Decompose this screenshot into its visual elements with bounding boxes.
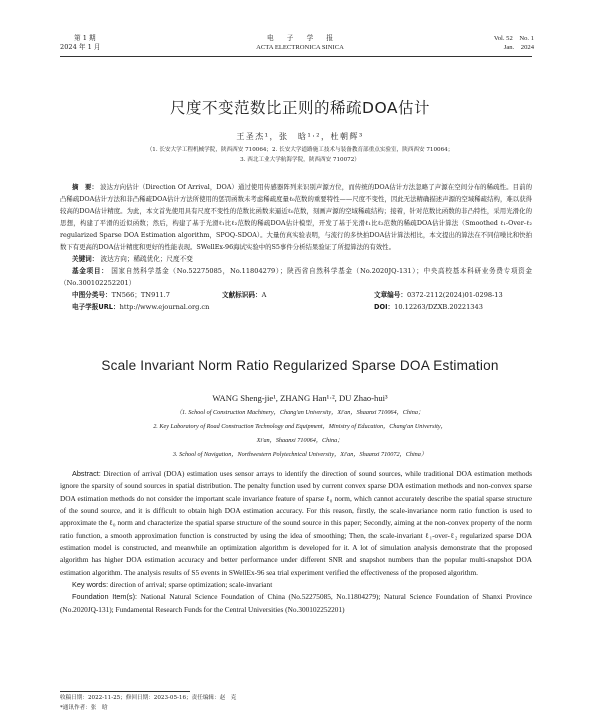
clc-value: TN566；TN911.7: [111, 291, 170, 299]
header-rule: [60, 56, 532, 57]
issue-date: 2024 年 1 月: [60, 43, 101, 51]
keywords-cn-label: 关键词：: [72, 255, 99, 263]
authors-en: WANG Sheng-jie¹, ZHANG Han¹·², DU Zhao-hui³: [212, 393, 388, 403]
affiliations-en: [60, 406, 540, 462]
affiliation-en-line: （1. School of Construction Machinery，Chang'an University，Xi'an，Shaanxi 710064，China；: [175, 409, 425, 416]
doc-code-label: 文献标识码：: [222, 291, 262, 299]
affiliation-cn-line: （1. 长安大学工程机械学院，陕西西安 710064；2. 长安大学道路施工技术与装备教育部重点实验室，陕西西安 710064；: [146, 147, 454, 153]
fund-en-text: National Natural Science Foundation of China (No.52275085, No.11804279); Natural Science Foundation of Shanxi Province (No.2020JQ-131); Fundamental Research Funds for the Central Universities (No.300102252201): [60, 592, 532, 614]
footnote-corresponding: *通讯作者：张 晗: [60, 705, 108, 711]
affiliations-cn: [40, 145, 560, 165]
fund-en-label: Foundation Item(s):: [72, 592, 138, 602]
journal-url-field: [72, 301, 374, 313]
article-number-field: [374, 289, 503, 301]
footnote-received: 收稿日期：2022-11-25；修回日期：2023-05-16；责任编辑：赵 克: [60, 695, 237, 701]
paper-title-en: Scale Invariant Norm Ratio Regularized Sparse DOA Estimation: [101, 358, 499, 373]
keywords-cn: [60, 253, 532, 265]
clc-field: [72, 289, 222, 301]
doi-field: [374, 301, 483, 313]
volume-number: Vol. 52 No. 1: [493, 35, 534, 42]
journal-url-label: 电子学报URL：: [72, 303, 120, 311]
journal-name-en: ACTA ELECTRONICA SINICA: [256, 44, 344, 51]
abstract-cn: [60, 181, 532, 253]
issue-date-en: Jan. 2024: [503, 44, 534, 51]
keywords-en: [60, 579, 532, 591]
doi-value[interactable]: 10.12263/DZXB.20221343: [394, 303, 483, 311]
keywords-en-text: direction of arrival; sparse optimization; scale-invariant: [109, 580, 273, 590]
article-number-value: 0372-2112(2024)01-0298-13: [406, 291, 503, 299]
abstract-en: [60, 468, 532, 579]
classification-row: [60, 289, 532, 301]
clc-label: 中图分类号：: [72, 291, 112, 299]
abstract-en-text: Direction of arrival (DOA) estimation uses sensor arrays to identify the direction of sound sources, while traditional DOA estimation methods ignore the sparsity of sound sources in spatial distribution. The penalty function used by current convex sparse DOA estimation methods and non-convex sparse DOA estimation methods do not consider the important scale invariance feature of sparse ℓ₀ norm, which cannot accurately describe the spatial sparse structure of the sound source, and it is difficult to obtain high DOA estimation accuracy. For this reason, firstly, the scale-invariance norm ratio function is used to approximate the ℓ₀ norm and characterize the spatial sparse structure of the sound source in this paper; Secondly, aiming at the non-convex property of the norm ratio function, a smooth approximation function is constructed by using the idea of smoothing; Then, the scale-invariant ℓ₁-over-ℓ₂ regularized sparse DOA estimation model is constructed, and meanwhile an optimization algorithm is developed for it. A lot of simulation analysis demonstrate that the proposed algorithm has higher DOA estimation accuracy and better performance under different SNR and snapshot numbers than the popular multi-snapshot DOA estimation algorithm. The analysis results of S5 events in SWellEx-96 sea trial experiment verified the effectiveness of the proposed algorithm.: [60, 469, 532, 577]
fund-en: [60, 591, 532, 616]
affiliation-cn-line: 3. 西北工业大学航海学院，陕西西安 710072）: [240, 157, 360, 163]
abstract-cn-text: 波达方向估计（Direction Of Arrival，DOA）通过使用传感器阵列来识别声源方位，而传统的DOA估计方法忽略了声源在空间分布的稀疏性。目前的凸稀疏DOA估计方法和非凸稀疏DOA估计方法所使用的惩罚函数未考虑稀疏度量ℓ₀范数的重要特性——尺度不变性，因此无法精确描述声源的空域稀疏结构，难以获得较高的DOA估计精度。为此，本文首先使用具有尺度不变性的范数比函数来逼近ℓ₀范数，刻画声源的空域稀疏结构；接着，针对范数比函数的非凸特性，采用光滑化的思想，构建了平滑的近似函数；然后，构建了基于光滑ℓ₁比ℓ₂范数的稀疏DOA估计模型，开发了基于光滑ℓ₁比ℓ₂范数的稀疏DOA估计算法（Smoothed ℓ₁-Over-ℓ₂ regularized Sparse DOA Estimation algorithm，SPOQ-SDOA）。大量仿真实验表明，与流行的多快拍DOA估计算法相比，本文提出的算法在不同信噪比和快拍数下有更高的DOA估计精度和更好的性能表现。SWellEx-96海试实验中的S5事件分析结果验证了所提算法的有效性。: [60, 183, 533, 251]
journal-name-cn: 电 子 学 报: [267, 34, 333, 42]
keywords-en-label: Key words:: [72, 580, 109, 590]
abstract-en-block: [60, 468, 532, 616]
abstract-cn-label: 摘 要：: [72, 183, 98, 191]
affiliation-en-line: 2. Key Laboratory of Road Construction Technology and Equipment，Ministry of Education，Chang'an University，: [153, 423, 447, 430]
authors-cn: 王圣杰¹，张 晗¹·²，杜朝辉³: [236, 132, 364, 141]
header-right: [494, 34, 534, 52]
fund-cn: [60, 265, 532, 289]
footnote-rule: [60, 691, 190, 692]
abstract-cn-block: [60, 181, 532, 313]
url-row: [60, 301, 532, 313]
keywords-cn-text: 波达方向；稀疏优化；尺度不变: [100, 255, 193, 263]
affiliation-en-line: 3. School of Navigation，Northwestern Polytechnical University，Xi'an，Shaanxi 710072，China）: [172, 451, 428, 458]
fund-cn-label: 基金项目：: [72, 267, 109, 275]
article-number-label: 文章编号：: [374, 291, 407, 299]
footnotes: [60, 693, 236, 713]
abstract-en-label: Abstract:: [72, 469, 101, 478]
affiliation-en-line: Xi'an，Shaanxi 710064，China；: [256, 437, 344, 444]
fund-cn-text: 国家自然科学基金（No.52275085，No.11804279）；陕西省自然科学基金（No.2020JQ-131）；中央高校基本科研业务费专项资金（No.300102252201）: [60, 267, 532, 287]
journal-url-link[interactable]: http://www.ejournal.org.cn: [119, 303, 210, 311]
doi-label: DOI：: [374, 303, 395, 311]
paper-title-cn: 尺度不变范数比正则的稀疏DOA估计: [170, 99, 430, 117]
issue-number: 第 1 期: [74, 34, 96, 42]
doc-code-value: A: [261, 291, 267, 299]
doc-code-field: [222, 289, 374, 301]
